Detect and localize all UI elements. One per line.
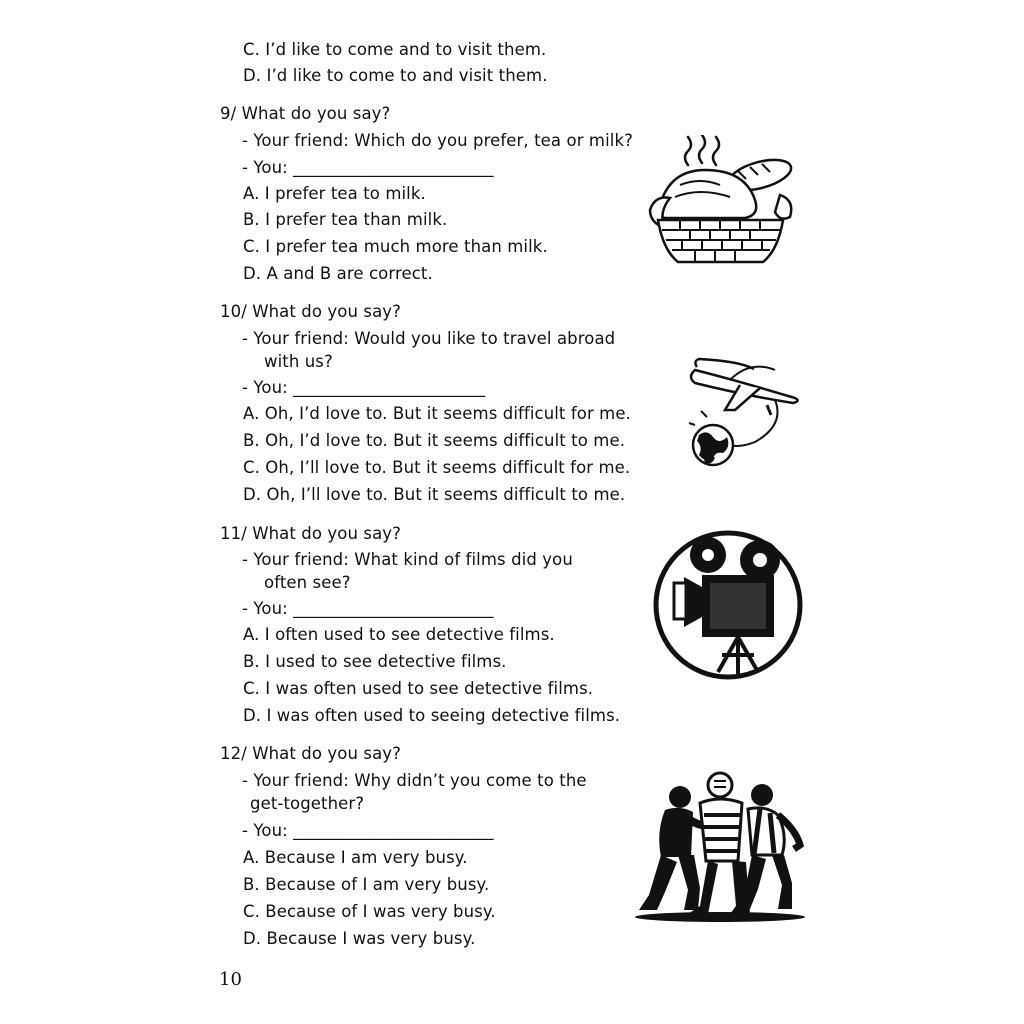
question-11-you-line: - You: ________________________ <box>242 599 494 618</box>
question-12-option-b: B. Because of I am very busy. <box>243 875 490 894</box>
option-c: C. I’d like to come and to visit them. <box>243 40 547 59</box>
page-number: 10 <box>219 969 243 990</box>
question-12-friend-line: - Your friend: Why didn’t you come to the <box>242 771 587 790</box>
question-11-option-c: C. I was often used to see detective films. <box>243 679 594 698</box>
airplane-globe-icon <box>685 355 805 480</box>
question-10-option-c: C. Oh, I’ll love to. But it seems difficult for me. <box>243 458 631 477</box>
question-12-option-d: D. Because I was very busy. <box>243 929 476 948</box>
question-12-option-c: C. Because of I was very busy. <box>243 902 496 921</box>
question-9-option-b: B. I prefer tea than milk. <box>243 210 448 229</box>
question-10-option-a: A. Oh, I’d love to. But it seems difficult for me. <box>243 404 631 423</box>
bread-basket-icon <box>640 135 800 270</box>
question-12-prompt: 12/ What do you say? <box>220 744 402 763</box>
question-10-option-b: B. Oh, I’d love to. But it seems difficult to me. <box>243 431 626 450</box>
question-11-prompt: 11/ What do you say? <box>220 524 402 543</box>
question-12-friend-line-cont: get-together? <box>250 794 365 813</box>
question-11-friend-line-cont: often see? <box>264 573 351 592</box>
question-10-friend-line-cont: with us? <box>264 352 333 371</box>
question-11-option-a: A. I often used to see detective films. <box>243 625 555 644</box>
question-10-option-d: D. Oh, I’ll love to. But it seems difficult to me. <box>243 485 626 504</box>
question-9-you-line: - You: ________________________ <box>242 158 494 177</box>
question-9-option-d: D. A and B are correct. <box>243 264 433 283</box>
film-camera-icon <box>650 525 810 685</box>
question-10-friend-line: - Your friend: Would you like to travel abroad <box>242 329 616 348</box>
question-10-you-line: - You: _______________________ <box>242 378 486 397</box>
people-group-icon <box>620 765 810 925</box>
question-11-option-d: D. I was often used to seeing detective films. <box>243 706 621 725</box>
question-11-friend-line: - Your friend: What kind of films did you <box>242 550 573 569</box>
question-9-friend-line: - Your friend: Which do you prefer, tea or milk? <box>242 131 633 150</box>
question-9-prompt: 9/ What do you say? <box>220 104 391 123</box>
question-9-option-a: A. I prefer tea to milk. <box>243 184 426 203</box>
question-12-you-line: - You: ________________________ <box>242 821 494 840</box>
option-d: D. I’d like to come to and visit them. <box>243 66 548 85</box>
question-10-prompt: 10/ What do you say? <box>220 302 402 321</box>
question-11-option-b: B. I used to see detective films. <box>243 652 507 671</box>
question-12-option-a: A. Because I am very busy. <box>243 848 468 867</box>
question-9-option-c: C. I prefer tea much more than milk. <box>243 237 548 256</box>
